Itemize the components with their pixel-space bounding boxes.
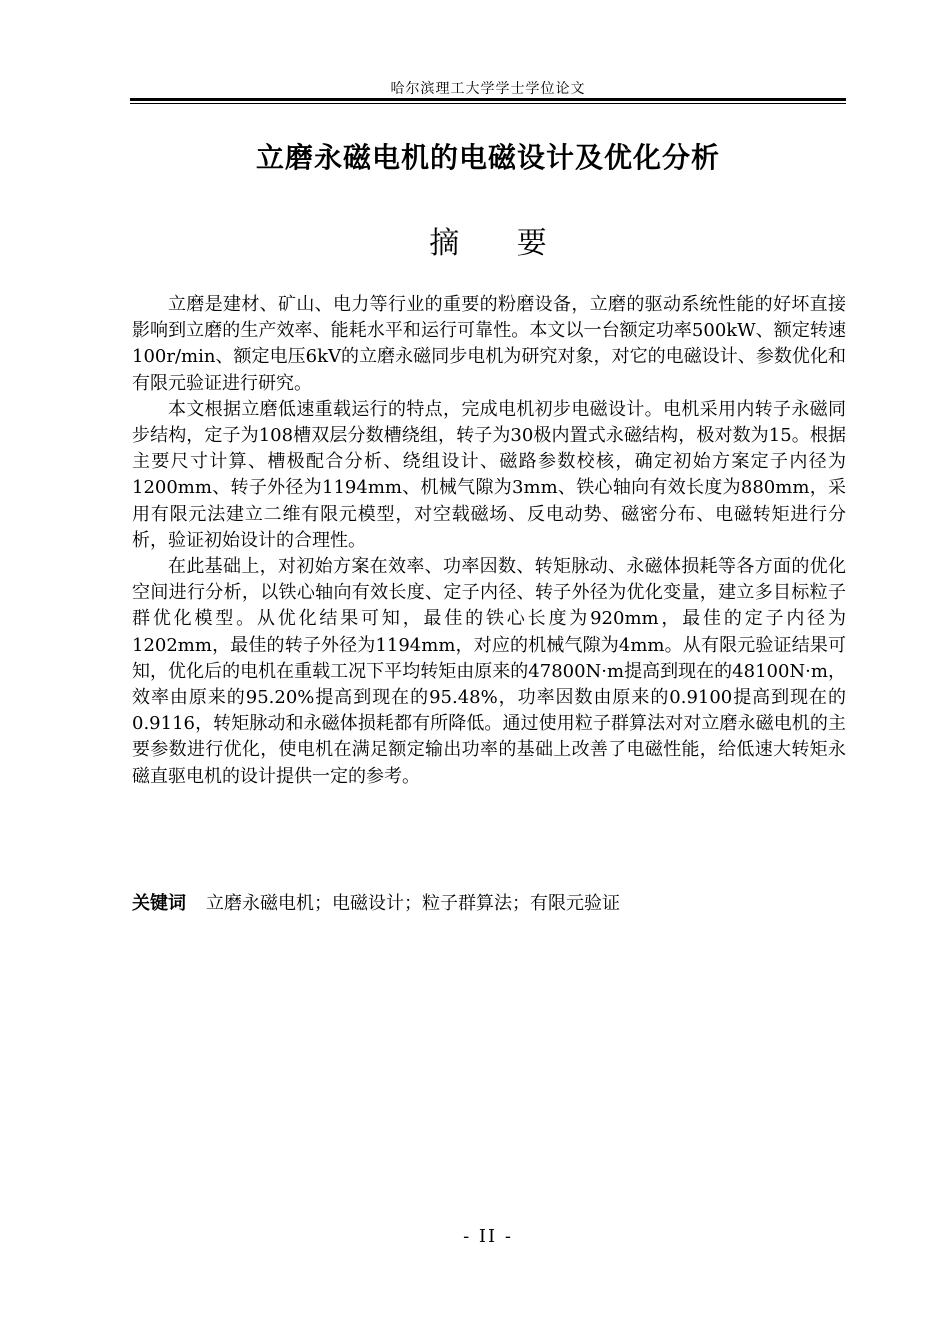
- running-header: 哈尔滨理工大学学士学位论文: [390, 81, 586, 97]
- abstract-body: [132, 292, 846, 790]
- abstract-paragraph-2: 本文根据立磨低速重载运行的特点，完成电机初步电磁设计。电机采用内转子永磁同步结构，定子为108槽双层分数槽绕组，转子为30极内置式永磁结构，极对数为15。根据主要尺寸计算、槽极配合分析、绕组设计、磁路参数校核，确定初始方案定子内径为1200mm、转子外径为1194mm、机械气隙为3mm、铁心轴向有效长度为880mm，采用有限元法建立二维有限元模型，对空载磁场、反电动势、磁密分布、电磁转矩进行分析，验证初始设计的合理性。: [132, 398, 846, 551]
- page-number: - II -: [463, 1226, 513, 1247]
- header-rule-thin: [130, 103, 846, 104]
- paper-title: 立磨永磁电机的电磁设计及优化分析: [255, 141, 720, 174]
- abstract-paragraph-3: 在此基础上，对初始方案在效率、功率因数、转矩脉动、永磁体损耗等各方面的优化空间进行分析，以铁心轴向有效长度、定子内径、转子外径为优化变量，建立多目标粒子群优化模型。从优化结果可知，最佳的铁心长度为920mm，最佳的定子内径为1202mm，最佳的转子外径为1194mm，对应的机械气隙为4mm。从有限元验证结果可知，优化后的电机在重载工况下平均转矩由原来的47800N·m提高到现在的48100N·m，效率由原来的95.20%提高到现在的95.48%，功率因数由原来的0.9100提高到现在的0.9116，转矩脉动和永磁体损耗都有所降低。通过使用粒子群算法对对立磨永磁电机的主要参数进行优化，使电机在满足额定输出功率的基础上改善了电磁性能，给低速大转矩永磁直驱电机的设计提供一定的参考。: [132, 556, 846, 787]
- header-rule-thick: [130, 98, 846, 101]
- keywords-label: 关键词: [132, 893, 186, 914]
- abstract-heading: 摘 要: [429, 226, 571, 261]
- keywords-text: 立磨永磁电机；电磁设计；粒子群算法；有限元验证: [206, 893, 620, 914]
- keywords-line: [132, 890, 846, 918]
- abstract-paragraph-1: 立磨是建材、矿山、电力等行业的重要的粉磨设备，立磨的驱动系统性能的好坏直接影响到立磨的生产效率、能耗水平和运行可靠性。本文以一台额定功率500kW、额定转速100r/min、额定电压6kV的立磨永磁同步电机为研究对象，对它的电磁设计、参数优化和有限元验证进行研究。: [132, 294, 846, 394]
